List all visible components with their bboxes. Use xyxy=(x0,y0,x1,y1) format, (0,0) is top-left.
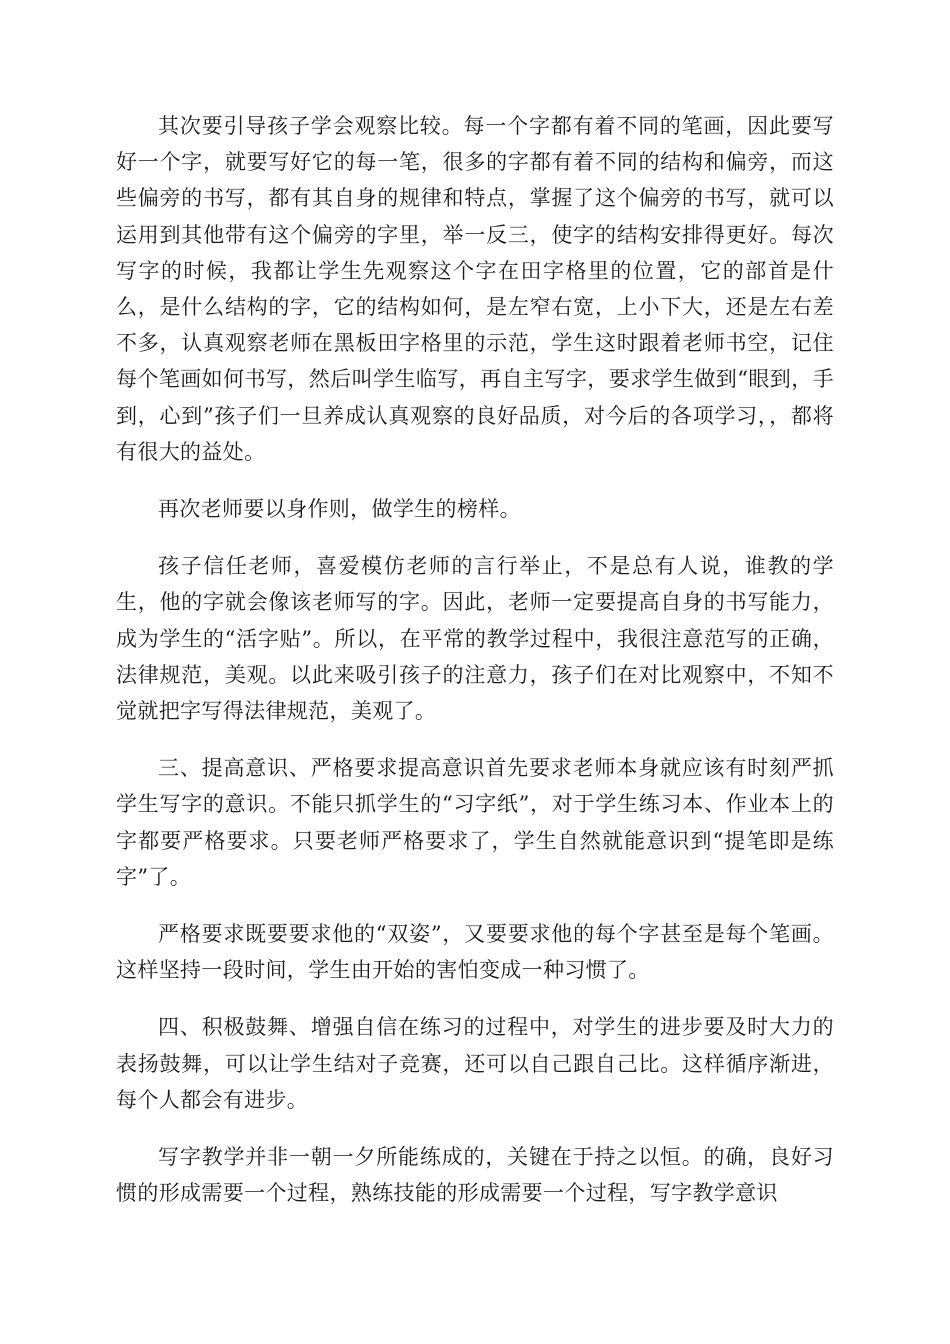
paragraph-section-four: 四、积极鼓舞、增强自信在练习的过程中，对学生的进步要及时大力的表扬鼓舞，可以让学生结对子竞赛，还可以自己跟自己比。这样循序渐进，每个人都会有进步。 xyxy=(116,1015,834,1112)
document-body xyxy=(116,108,834,1232)
paragraph-persistence: 写字教学并非一朝一夕所能练成的，关键在于持之以恒。的确，良好习惯的形成需要一个过程，熟练技能的形成需要一个过程，写字教学意识 xyxy=(116,1145,834,1206)
paragraph-strict-requirements: 严格要求既要要求他的“双姿”，又要要求他的每个字甚至是每个笔画。这样坚持一段时间，学生由开始的害怕变成一种习惯了。 xyxy=(116,922,834,983)
paragraph-section-three: 三、提高意识、严格要求提高意识首先要求老师本身就应该有时刻严抓学生写字的意识。不能只抓学生的“习字纸”，对于学生练习本、作业本上的字都要严格要求。只要老师严格要求了，学生自然就能意识到“提笔即是练字”了。 xyxy=(116,756,834,889)
paragraph-imitation: 孩子信任老师，喜爱模仿老师的言行举止，不是总有人说，谁教的学生，他的字就会像该老师写的字。因此，老师一定要提高自身的书写能力，成为学生的“活字贴”。所以，在平常的教学过程中，我很注意范写的正确，法律规范，美观。以此来吸引孩子的注意力，孩子们在对比观察中，不知不觉就把字写得法律规范，美观了。 xyxy=(116,554,834,724)
paragraph-observation: 其次要引导孩子学会观察比较。每一个字都有着不同的笔画，因此要写好一个字，就要写好它的每一笔，很多的字都有着不同的结构和偏旁，而这些偏旁的书写，都有其自身的规律和特点，掌握了这个偏旁的书写，就可以运用到其他带有这个偏旁的字里，举一反三，使字的结构安排得更好。每次写字的时候，我都让学生先观察这个字在田字格里的位置，它的部首是什么，是什么结构的字，它的结构如何，是左窄右宽，上小下大，还是左右差不多，认真观察老师在黑板田字格里的示范，学生这时跟着老师书空，记住每个笔画如何书写，然后叫学生临写，再自主写字，要求学生做到“眼到，手到，心到”孩子们一旦养成认真观察的良好品质，对今后的各项学习，，都将有很大的益处。 xyxy=(116,114,834,464)
paragraph-teacher-example: 再次老师要以身作则，做学生的榜样。 xyxy=(158,497,521,522)
